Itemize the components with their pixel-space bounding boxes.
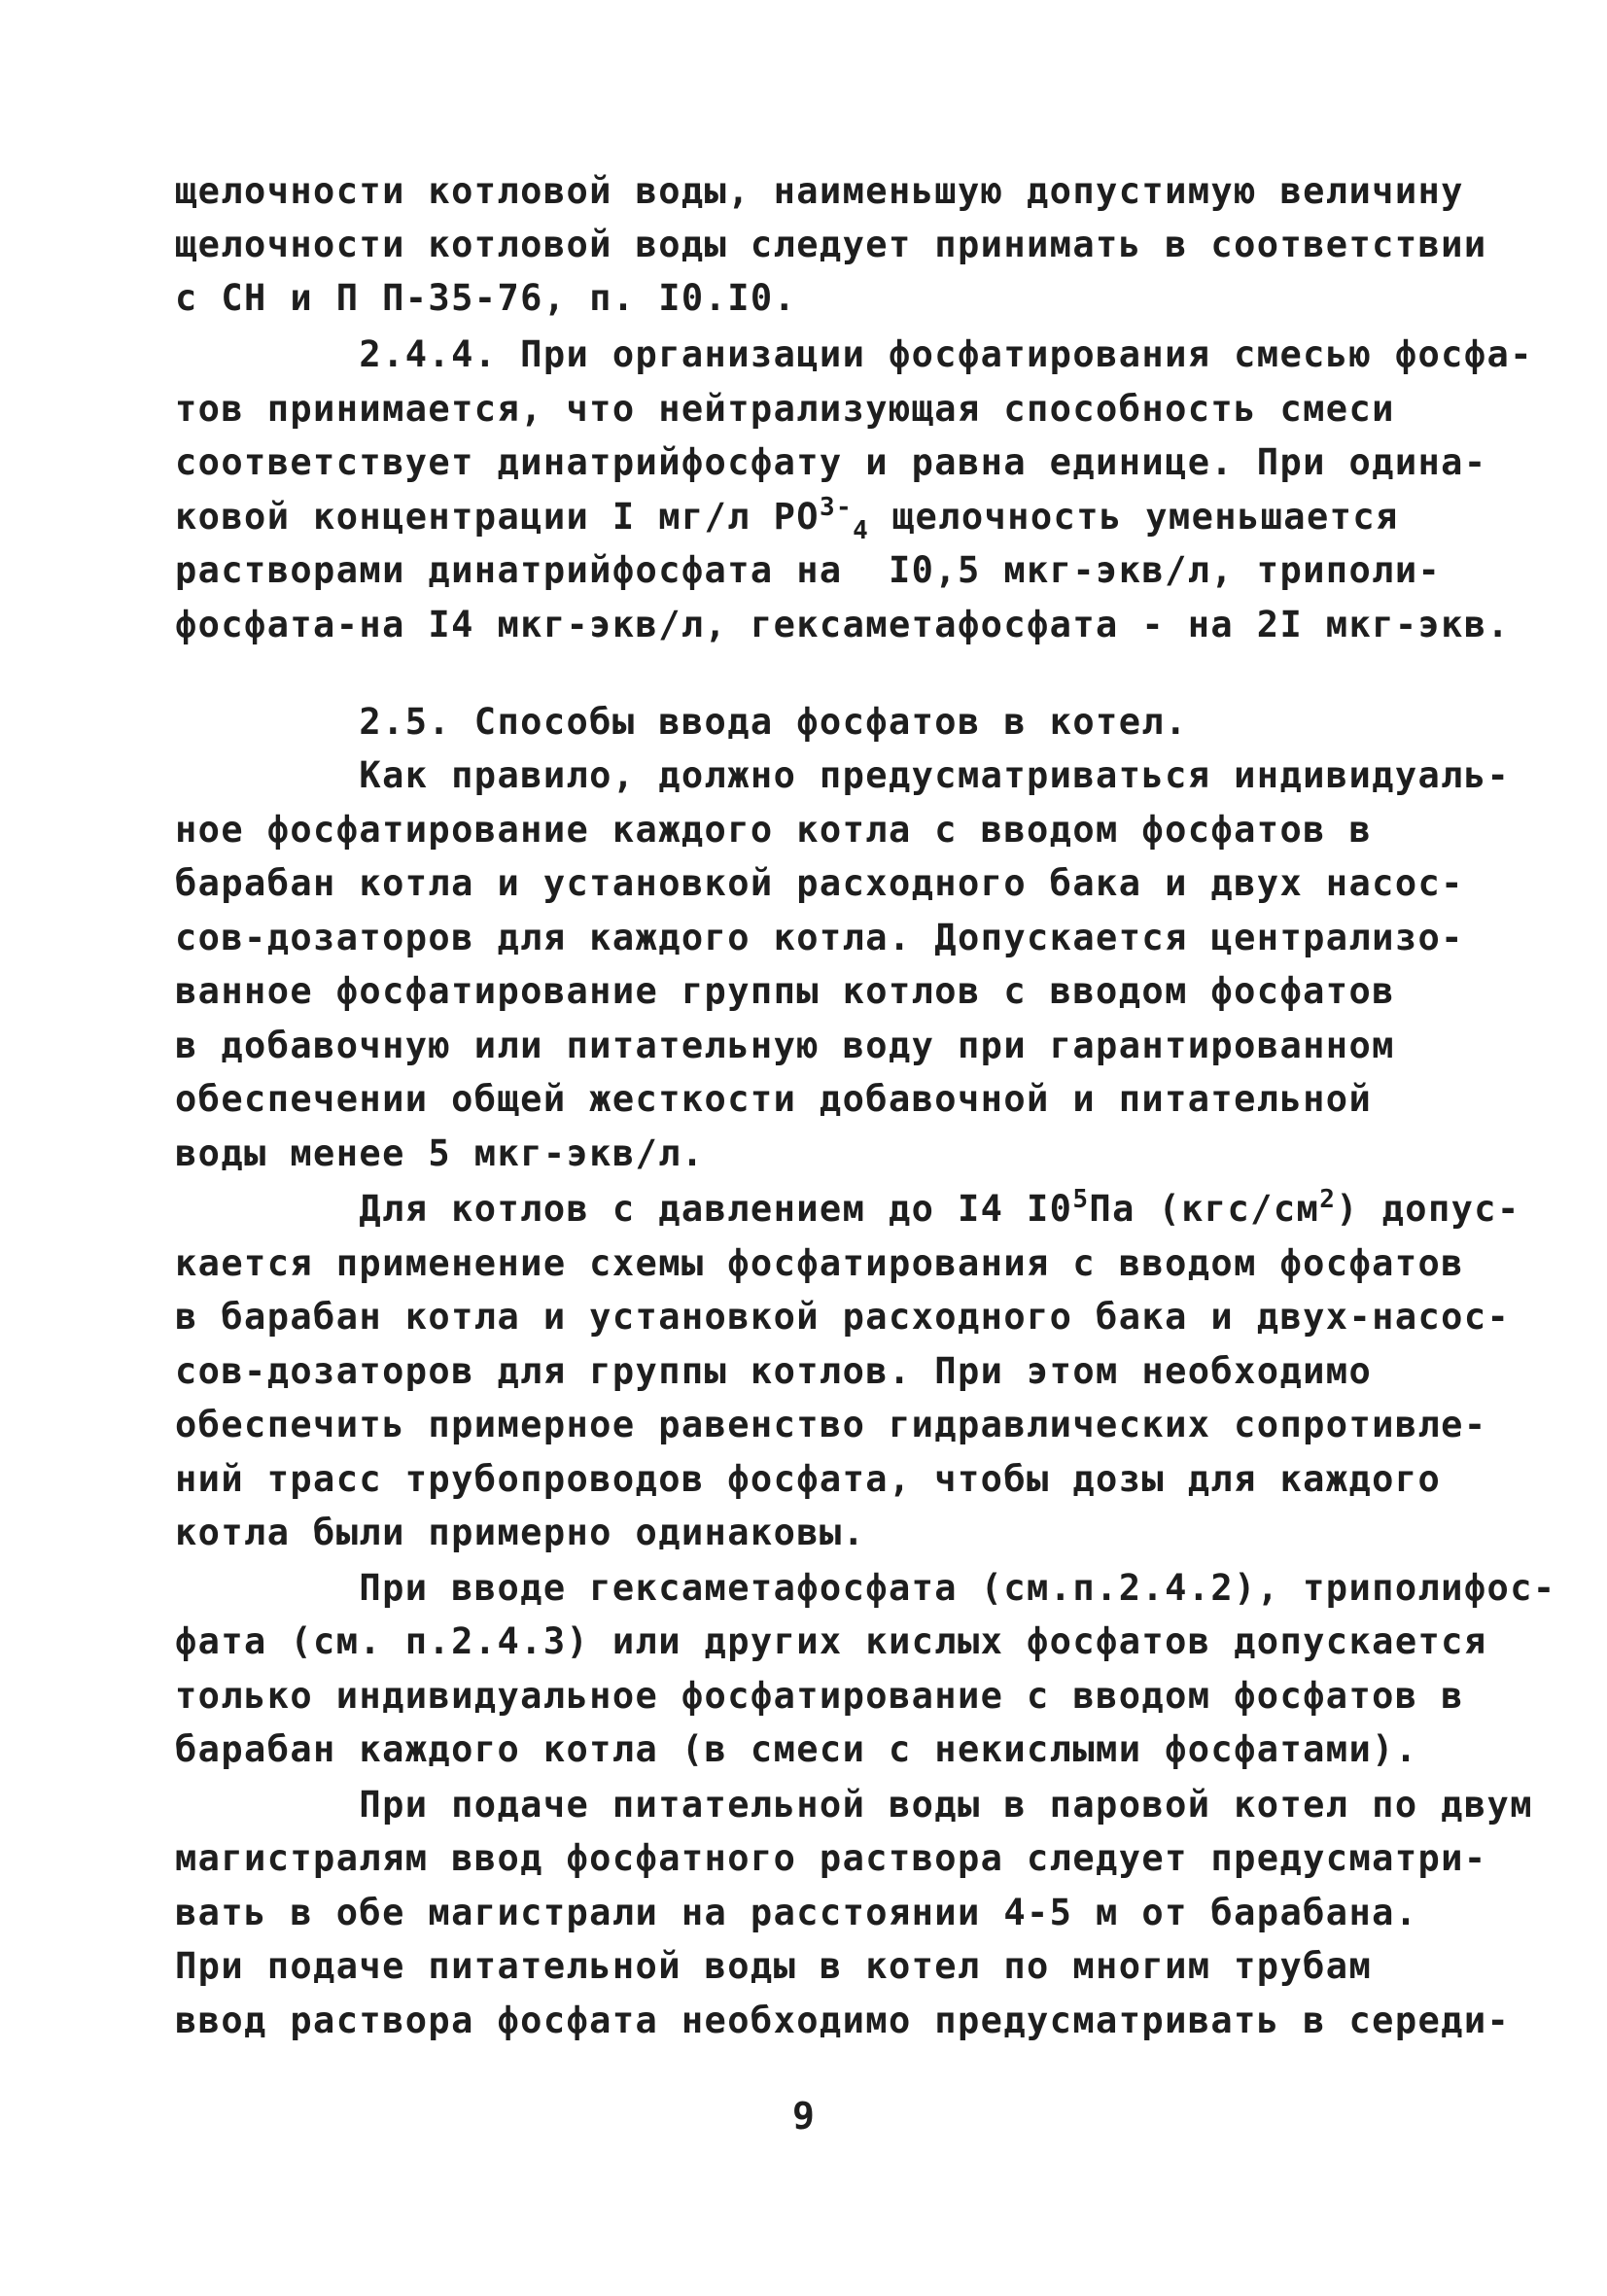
text-line: тов принимается, что нейтрализующая способность смеси xyxy=(175,388,1395,430)
pressure-exponent: 5 xyxy=(1072,1185,1090,1214)
text-segment: Па (кгс/см xyxy=(1089,1188,1320,1230)
text-line: с СН и П П-35-76, п. I0.I0. xyxy=(175,277,797,319)
text-line: соответствует динатрийфосфату и равна единице. При одина- xyxy=(175,441,1487,483)
text-line: При подаче питательной воды в паровой котел по двум xyxy=(175,1784,1533,1826)
text-line: щелочности котловой воды, наименьшую допустимую величину xyxy=(175,170,1464,212)
text-line: ний трасс трубопроводов фосфата, чтобы дозы для каждого xyxy=(175,1458,1442,1500)
text-line: ное фосфатирование каждого котла с вводом фосфатов в xyxy=(175,809,1373,851)
text-segment: ) допус- xyxy=(1336,1188,1520,1230)
text-line: Как правило, должно предусматриваться индивидуаль- xyxy=(175,754,1511,796)
area-exponent: 2 xyxy=(1319,1185,1337,1214)
text-line: ванное фосфатирование группы котлов с вводом фосфатов xyxy=(175,970,1395,1012)
text-line: магистралям ввод фосфатного раствора следует предусматри- xyxy=(175,1837,1487,1879)
text-line: обеспечить примерное равенство гидравлических сопротивле- xyxy=(175,1404,1487,1445)
text-line: щелочности котловой воды следует принимать в соответствии xyxy=(175,224,1487,265)
text-line: в барабан котла и установкой расходного бака и двух-насос- xyxy=(175,1296,1511,1338)
text-segment: щелочность уменьшается xyxy=(869,496,1399,538)
text-line: барабан каждого котла (в смеси с некислыми фосфатами). xyxy=(175,1728,1418,1770)
text-line-with-formula xyxy=(175,493,1399,545)
text-line: котла были примерно одинаковы. xyxy=(175,1512,866,1553)
text-segment: ковой концентрации I мг/л xyxy=(175,496,751,538)
text-line: растворами динатрийфосфата на I0,5 мкг-экв/л, триполи- xyxy=(175,549,1442,591)
phosphate-formula: $PO^{3-}_4$ xyxy=(773,493,870,545)
text-line: сов-дозаторов для каждого котла. Допускается централизо- xyxy=(175,917,1464,958)
text-line: 2.4.4. При организации фосфатирования смесью фосфа- xyxy=(175,333,1533,375)
section-heading: 2.5. Способы ввода фосфатов в котел. xyxy=(175,701,1188,743)
text-line: вать в обе магистрали на расстоянии 4-5 м от барабана. xyxy=(175,1892,1418,1933)
text-line: барабан котла и установкой расходного бака и двух насос- xyxy=(175,862,1464,904)
text-line: только индивидуальное фосфатирование с вводом фосфатов в xyxy=(175,1675,1464,1717)
text-line: воды менее 5 мкг-экв/л. xyxy=(175,1132,705,1174)
text-line: ввод раствора фосфата необходимо предусматривать в середи- xyxy=(175,2000,1511,2041)
text-line: фосфата-на I4 мкг-экв/л, гексаметафосфата - на 2I мкг-экв. xyxy=(175,604,1511,645)
page-number: 9 xyxy=(792,2095,815,2138)
text-line-with-formula xyxy=(175,1185,1520,1234)
text-line: сов-дозаторов для группы котлов. При этом необходимо xyxy=(175,1350,1373,1392)
text-line: При вводе гексаметафосфата (см.п.2.4.2), триполифос- xyxy=(175,1567,1556,1609)
text-line: в добавочную или питательную воду при гарантированном xyxy=(175,1025,1395,1066)
text-segment: Для котлов с давлением до I4 I0 xyxy=(175,1188,1073,1230)
text-line: кается применение схемы фосфатирования с вводом фосфатов xyxy=(175,1242,1464,1284)
text-line: фата (см. п.2.4.3) или других кислых фосфатов допускается xyxy=(175,1620,1487,1662)
text-line: При подаче питательной воды в котел по многим трубам xyxy=(175,1945,1373,1987)
text-line: обеспечении общей жесткости добавочной и питательной xyxy=(175,1078,1373,1120)
